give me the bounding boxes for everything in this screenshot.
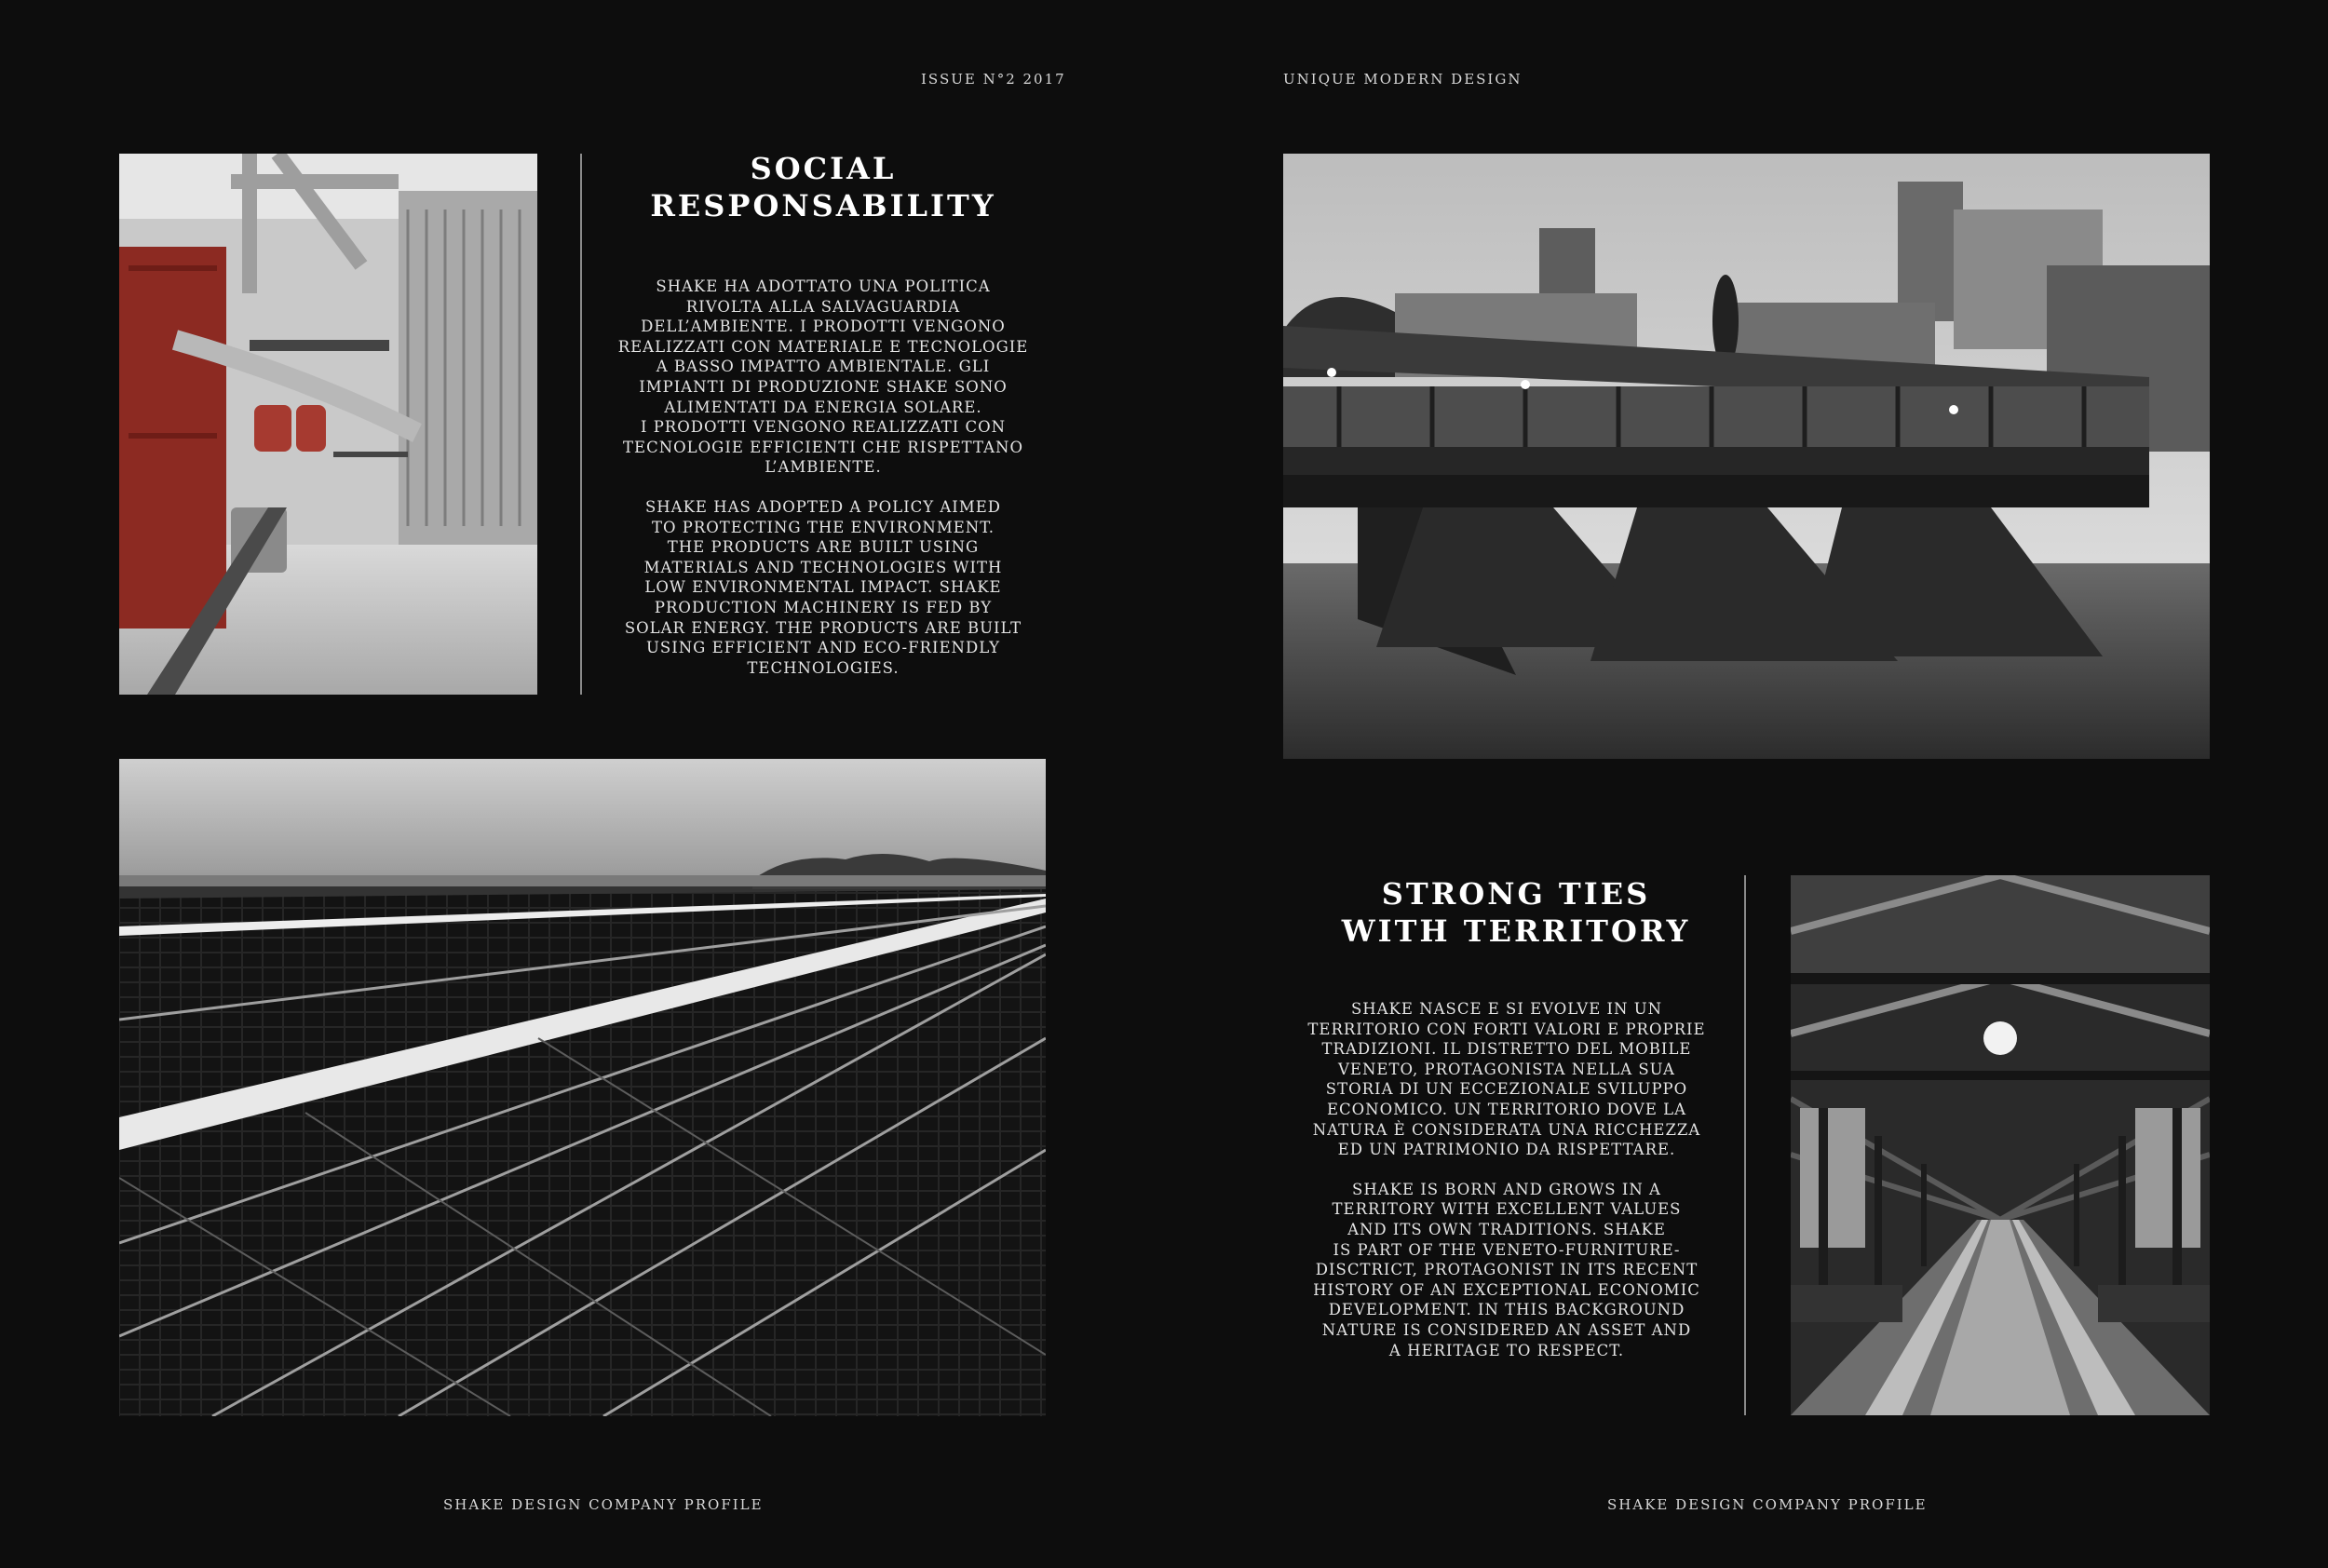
factory-interior-photo	[119, 154, 537, 695]
title-line: WITH TERRITORY	[1341, 913, 1691, 949]
title-line: RESPONSABILITY	[650, 188, 996, 223]
italian-paragraph: SHAKE NASCE E SI EVOLVE IN UN TERRITORIO CON FORTI VALORI E PROPRIE TRADIZIONI. IL DISTRETTO DEL MOBILE VENETO, PROTAGONISTA NELLA SUA STORIA DI UN ECCEZIONALE SVILUPPO ECONOMICO. UN TERRITORIO DOVE LA NATURA È CONSIDERATA UNA RICCHEZZA ED UN PATRIMONIO DA RISPETTARE.	[1307, 1000, 1706, 1159]
issue-header: ISSUE N°2 2017	[921, 71, 1066, 88]
footer-left: SHAKE DESIGN COMPANY PROFILE	[443, 1496, 764, 1513]
solar-panels-photo	[119, 759, 1046, 1416]
territory-body-text	[1302, 999, 1712, 1380]
italian-paragraph: SHAKE HA ADOTTATO UNA POLITICA RIVOLTA ALLA SALVAGUARDIA DELL’AMBIENTE. I PRODOTTI VENGONO REALIZZATI CON MATERIALE E TECNOLOGIE A BASSO IMPATTO AMBIENTALE. GLI IMPIANTI DI PRODUZIONE SHAKE SONO ALIMENTATI DA ENERGIA SOLARE. I PRODOTTI VENGONO REALIZZATI CON TECNOLOGIE EFFICIENTI CHE RISPETTANO L’AMBIENTE.	[617, 277, 1029, 477]
footer-right: SHAKE DESIGN COMPANY PROFILE	[1607, 1496, 1928, 1513]
divider-rule	[1744, 875, 1746, 1415]
covered-bridge-photo	[1283, 154, 2210, 759]
title-line: STRONG TIES	[1381, 876, 1651, 912]
social-responsability-title	[633, 150, 1013, 224]
social-body-text	[615, 277, 1032, 697]
strong-ties-title	[1311, 875, 1721, 950]
english-paragraph: SHAKE HAS ADOPTED A POLICY AIMED TO PROTECTING THE ENVIRONMENT. THE PRODUCTS ARE BUILT USING MATERIALS AND TECHNOLOGIES WITH LOW ENVIRONMENTAL IMPACT. SHAKE PRODUCTION MACHINERY IS FED BY SOLAR ENERGY. THE PRODUCTS ARE BUILT USING EFFICIENT AND ECO-FRIENDLY TECHNOLOGIES.	[624, 497, 1022, 677]
title-line: SOCIAL	[750, 151, 897, 186]
bridge-interior-photo	[1791, 875, 2210, 1415]
english-paragraph: SHAKE IS BORN AND GROWS IN A TERRITORY WITH EXCELLENT VALUES AND ITS OWN TRADITIONS. SHAKE IS PART OF THE VENETO-FURNITURE- DISCTRICT, PROTAGONIST IN ITS RECENT HISTORY OF AN EXCEPTIONAL ECONOMIC DEVELOPMENT. IN THIS BACKGROUND NATURE IS CONSIDERED AN ASSET AND A HERITAGE TO RESPECT.	[1313, 1180, 1700, 1359]
divider-rule	[580, 154, 582, 695]
section-header: UNIQUE MODERN DESIGN	[1283, 71, 1523, 88]
